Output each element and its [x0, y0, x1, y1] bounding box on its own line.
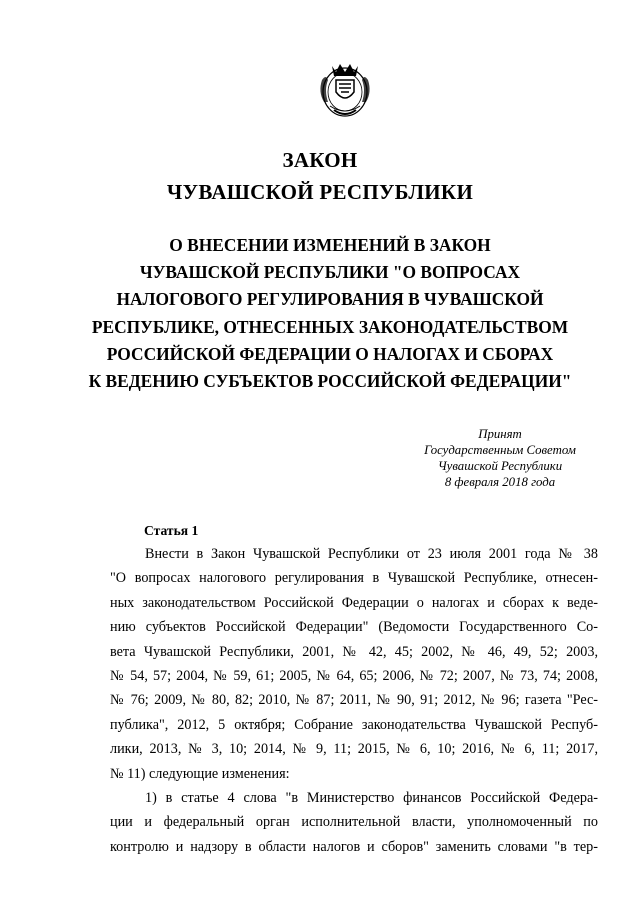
- adoption-line: Чувашской Республики: [437, 459, 563, 473]
- adoption-line: Государственным Советом: [424, 443, 576, 457]
- adoption-line: Принят: [478, 427, 522, 441]
- paragraph-line: ции и федеральный орган исполнительной власти, уполномоченный по: [110, 814, 598, 831]
- paragraph-line: ных законодательством Российской Федерации о налогах и сборах к веде-: [110, 594, 598, 611]
- subject-line: РЕСПУБЛИКЕ, ОТНЕСЕННЫХ ЗАКОНОДАТЕЛЬСТВОМ: [91, 316, 569, 337]
- adoption-date: 8 февраля 2018 года: [444, 475, 556, 489]
- subject-line: РОССИЙСКОЙ ФЕДЕРАЦИИ О НАЛОГАХ И СБОРАХ: [106, 343, 554, 364]
- paragraph-line: вета Чувашской Республики, 2001, № 42, 45; 2002, № 46, 49, 52; 2003,: [110, 643, 598, 660]
- law-title: ЗАКОН: [282, 148, 358, 172]
- paragraph-line: "О вопросах налогового регулирования в Чувашской Республике, отнесен-: [110, 570, 598, 587]
- subject-line: НАЛОГОВОГО РЕГУЛИРОВАНИЯ В ЧУВАШСКОЙ: [116, 289, 544, 310]
- paragraph-line: № 76; 2009, № 80, 82; 2010, № 87; 2011, № 90, 91; 2012, № 96; газета "Рес-: [110, 692, 598, 709]
- law-subject: [40, 232, 620, 395]
- paragraph-line: 1) в статье 4 слова "в Министерство финансов Российской Федера-: [145, 789, 598, 806]
- paragraph-line: лики, 2013, № 3, 10; 2014, № 9, 11; 2015, № 6, 10; 2016, № 6, 11; 2017,: [110, 741, 598, 758]
- paragraph-line: Внести в Закон Чувашской Республики от 23 июля 2001 года № 38: [145, 546, 598, 562]
- paragraph-line: № 54, 57; 2004, № 59, 61; 2005, № 64, 65; 2006, № 72; 2007, № 73, 74; 2008,: [110, 667, 598, 684]
- paragraph-line: № 11) следующие изменения:: [110, 765, 290, 782]
- article-heading: Статья 1: [144, 523, 199, 538]
- article-body: [110, 542, 598, 859]
- subject-line: ЧУВАШСКОЙ РЕСПУБЛИКИ "О ВОПРОСАХ: [139, 262, 521, 283]
- adoption-note: [380, 426, 620, 490]
- subject-line: О ВНЕСЕНИИ ИЗМЕНЕНИЙ В ЗАКОН: [169, 235, 491, 255]
- coat-of-arms-icon: [310, 58, 380, 122]
- paragraph-line: публика", 2012, 5 октября; Собрание законодательства Чувашской Респуб-: [110, 716, 598, 733]
- paragraph-line: нию субъектов Российской Федерации" (Ведомости Государственного Со-: [110, 619, 598, 636]
- paragraph-line: контролю и надзору в области налогов и сборов" заменить словами "в тер-: [110, 838, 598, 855]
- subject-line: К ВЕДЕНИЮ СУБЪЕКТОВ РОССИЙСКОЙ ФЕДЕРАЦИИ": [88, 371, 572, 392]
- law-issuer: ЧУВАШСКОЙ РЕСПУБЛИКИ: [166, 180, 474, 204]
